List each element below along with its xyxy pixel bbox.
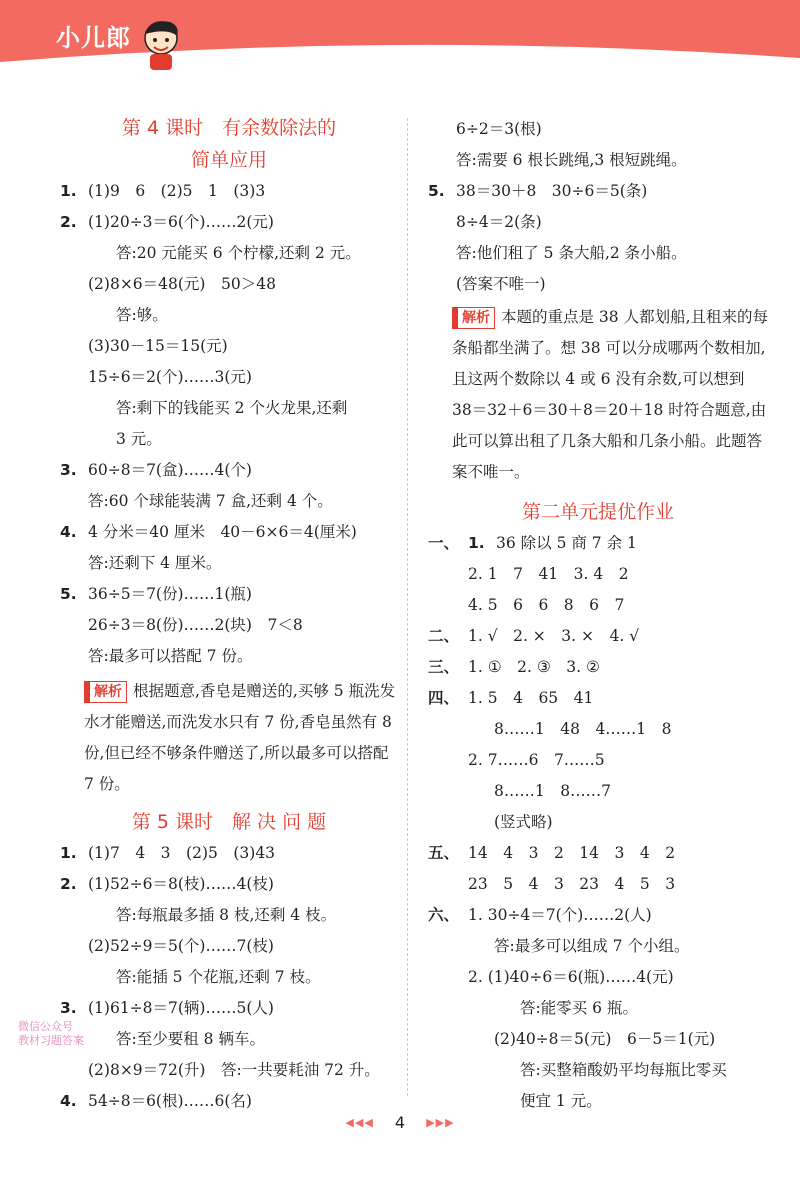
answer-row: 4. 4 分米＝40 厘米 40－6×6＝4(厘米) [60, 523, 357, 541]
answer-row: (2)40÷8＝5(元) 6－5＝1(元) [494, 1030, 716, 1048]
page-number-bar [0, 1112, 800, 1132]
answer-row: (竖式略) [494, 813, 553, 831]
lesson4-heading-line2: 简单应用 [190, 149, 267, 171]
answer-row: 答:最多可以搭配 7 份。 [88, 647, 253, 665]
analysis-text: 根据题意,香皂是赠送的,买够 5 瓶洗发水才能赠送,而洗发水只有 7 份,香皂虽然有 8 份,但已经不够条件赠送了,所以最多可以搭配 7 份。 [84, 682, 396, 793]
answer-row: 答:够。 [116, 306, 168, 324]
left-column [60, 112, 398, 1117]
answer-row: 3. 60÷8＝7(盒)……4(个) [60, 461, 252, 479]
answer-row: 二、 1. √ 2. × 3. × 4. √ [428, 627, 640, 645]
answer-row: 8……1 48 4……1 8 [494, 720, 672, 738]
answer-row: 2. 1 7 41 3. 4 2 [468, 565, 629, 583]
answer-row: 答:20 元能买 6 个柠檬,还剩 2 元。 [116, 244, 361, 262]
answer-row: 答:需要 6 根长跳绳,3 根短跳绳。 [456, 151, 687, 169]
answer-row: 六、 1. 30÷4＝7(个)……2(人) [428, 906, 652, 924]
answer-row: 3 元。 [116, 430, 162, 448]
answer-row: 便宜 1 元。 [520, 1092, 602, 1110]
answer-row: 答:能零买 6 瓶。 [520, 999, 638, 1017]
answer-row: 答:每瓶最多插 8 枝,还剩 4 枝。 [116, 906, 337, 924]
answer-row: 26÷3＝8(份)……2(块) 7＜8 [88, 616, 303, 634]
answer-row: (2)52÷9＝5(个)……7(枝) [88, 937, 274, 955]
answer-row: 8÷4＝2(条) [456, 213, 542, 231]
watermark: 微信公众号 教材习题答案 [18, 1020, 84, 1047]
analysis-block [60, 672, 398, 800]
page-number: 4 [394, 1113, 406, 1132]
answer-row: 答:买整箱酸奶平均每瓶比零买 [520, 1061, 727, 1079]
lesson5-heading: 第 5 课时 解 决 问 题 [131, 811, 327, 833]
answer-row: 答:还剩下 4 厘米。 [88, 554, 222, 572]
analysis-block [428, 300, 768, 488]
answer-row: 6÷2＝3(根) [456, 120, 542, 138]
brand-subtitle: 5·3天天练 [56, 58, 119, 73]
answer-row: 4. 54÷8＝6(根)……6(名) [60, 1092, 252, 1110]
answer-row: 答:最多可以组成 7 个小组。 [494, 937, 690, 955]
answer-row: 4. 5 6 6 8 6 7 [468, 596, 625, 614]
answer-row: 8……1 8……7 [494, 782, 611, 800]
answer-row: 五、 14 4 3 2 14 3 4 2 [428, 844, 676, 862]
analysis-tag: 解析 [452, 307, 495, 329]
answer-row: (答案不唯一) [456, 275, 546, 293]
answer-row: 1. (1)9 6 (2)5 1 (3)3 [60, 182, 266, 200]
answer-row: 四、 1. 5 4 65 41 [428, 689, 594, 707]
answer-row: 2. 7……6 7……5 [468, 751, 605, 769]
answer-row: 1. (1)7 4 3 (2)5 (3)43 [60, 844, 276, 862]
answer-row: 23 5 4 3 23 4 5 3 [468, 875, 676, 893]
brand-logo [56, 18, 131, 73]
answer-row: 答:60 个球能装满 7 盒,还剩 4 个。 [88, 492, 333, 510]
answer-row: 2. (1)40÷6＝6(瓶)……4(元) [468, 968, 674, 986]
brand-name: 小儿郎 [56, 24, 131, 52]
analysis-tag: 解析 [84, 681, 127, 703]
answer-row: (2)8×9＝72(升) 答:一共要耗油 72 升。 [88, 1061, 380, 1079]
mascot-icon [140, 18, 182, 72]
answer-row: 5. 38＝30＋8 30÷6＝5(条) [428, 182, 648, 200]
next-arrows-icon: ▶▶▶ [426, 1116, 455, 1129]
answer-row: 答:剩下的钱能买 2 个火龙果,还剩 [116, 399, 348, 417]
answer-row: (3)30－15＝15(元) [88, 337, 228, 355]
unit2-heading: 第二单元提优作业 [521, 501, 674, 523]
answer-row: 2. (1)20÷3＝6(个)……2(元) [60, 213, 274, 231]
answer-row: 答:能插 5 个花瓶,还剩 7 枝。 [116, 968, 321, 986]
answer-row: 三、 1. ① 2. ③ 3. ② [428, 658, 600, 676]
right-column [428, 114, 768, 1117]
answer-row: 答:他们租了 5 条大船,2 条小船。 [456, 244, 687, 262]
answer-row: 15÷6＝2(个)……3(元) [88, 368, 252, 386]
answer-row: 3. (1)61÷8＝7(辆)……5(人) [60, 999, 274, 1017]
prev-arrows-icon: ◀◀◀ [345, 1116, 374, 1129]
answer-row: 5. 36÷5＝7(份)……1(瓶) [60, 585, 252, 603]
answer-row: (2)8×6＝48(元) 50＞48 [88, 275, 276, 293]
answer-row: 一、 1. 36 除以 5 商 7 余 1 [428, 534, 637, 552]
analysis-text: 本题的重点是 38 人都划船,且租来的每条船都坐满了。想 38 可以分成哪两个数相加,且这两个数除以 4 或 6 没有余数,可以想到 38＝32＋6＝30＋8＝20＋18 时符合题意,由此可以算出租了几条大船和几条小船。此题答案不唯一。 [452, 308, 769, 481]
answer-row: 答:至少要租 8 辆车。 [116, 1030, 265, 1048]
column-divider [407, 118, 408, 1096]
answer-row: 2. (1)52÷6＝8(枝)……4(枝) [60, 875, 274, 893]
lesson4-heading-line1: 第 4 课时 有余数除法的 [121, 117, 337, 139]
